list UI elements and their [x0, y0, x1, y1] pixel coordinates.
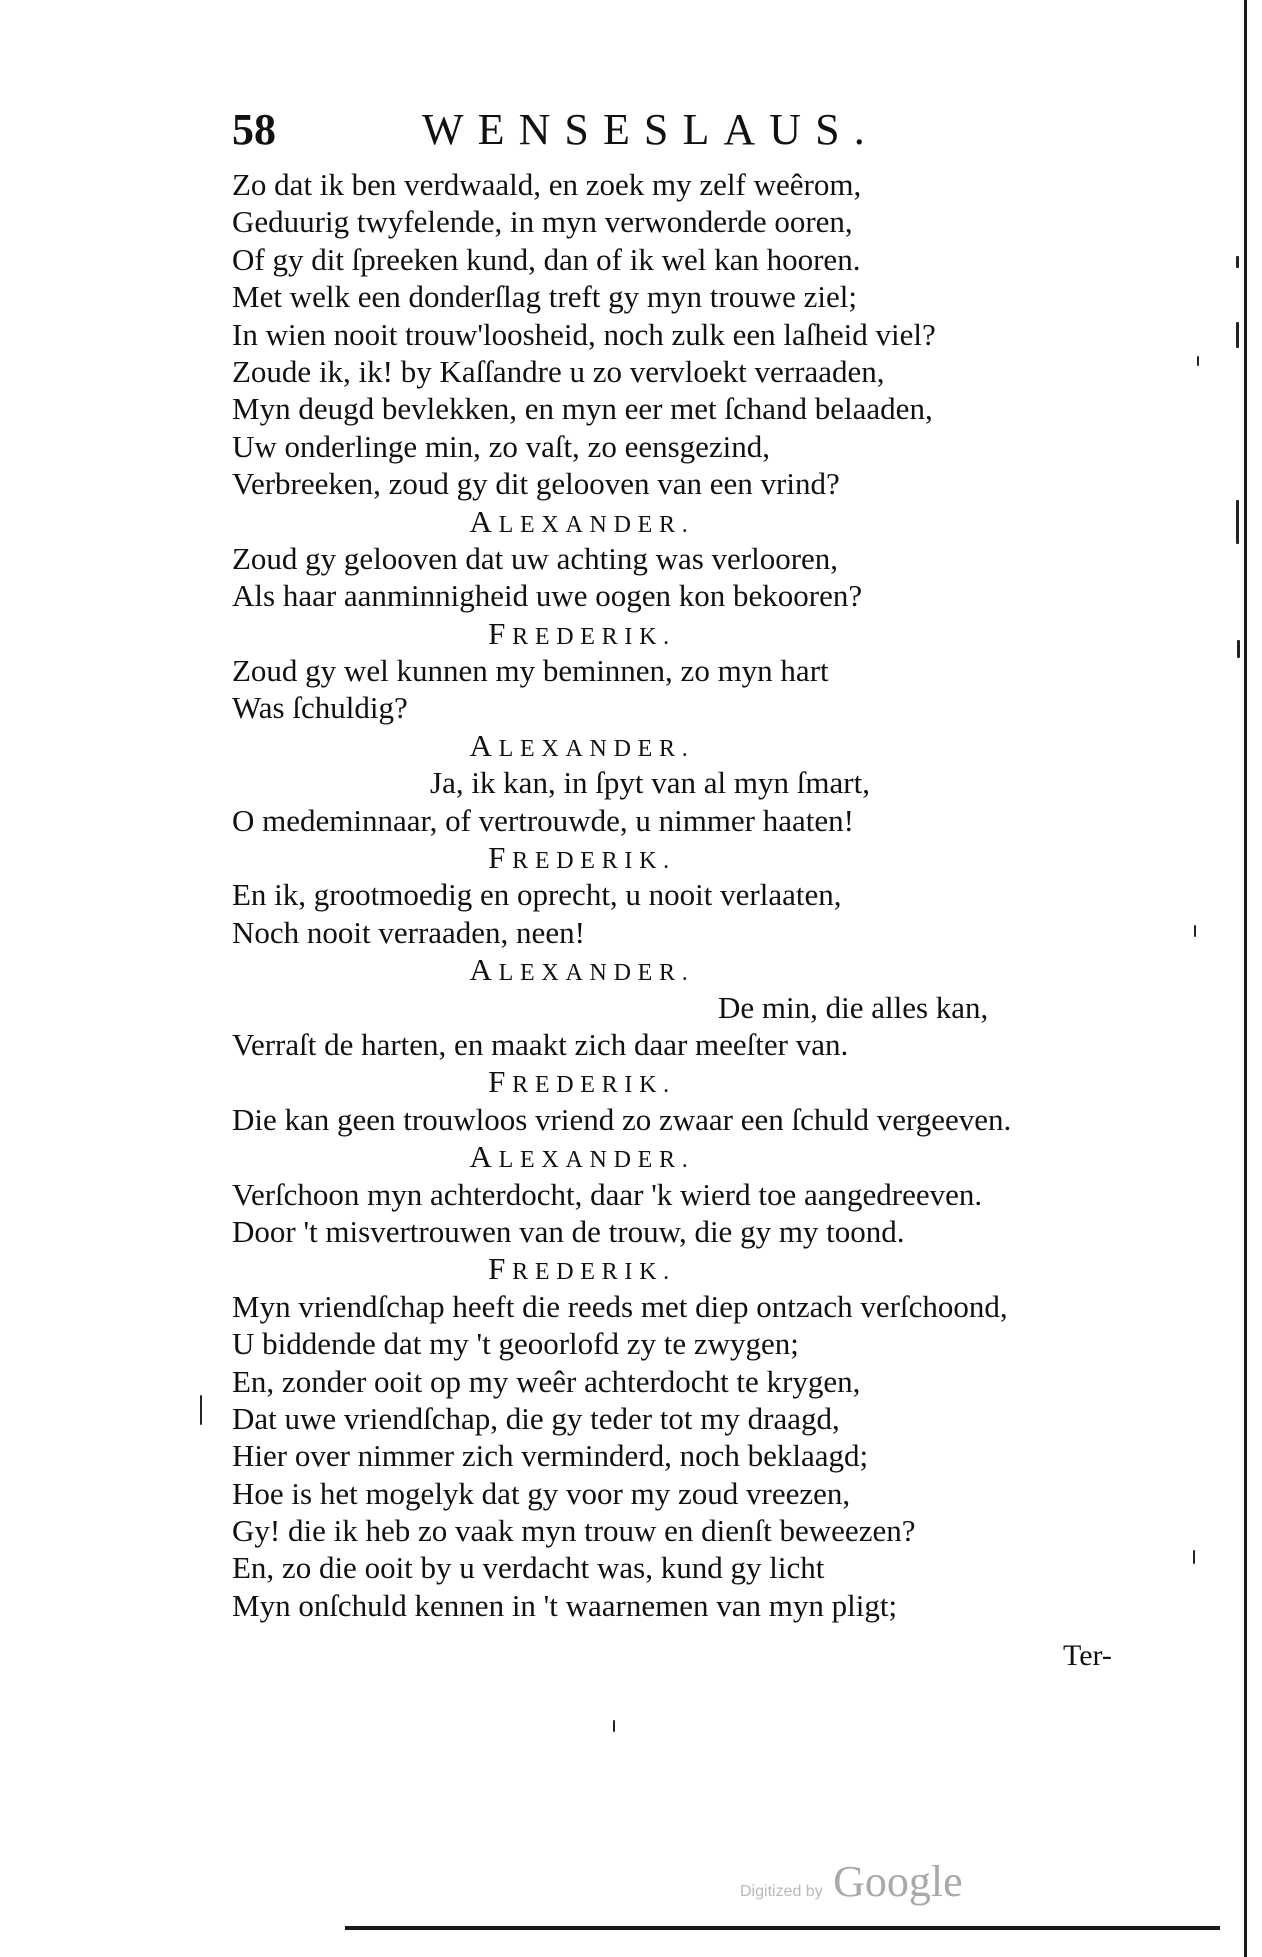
verse-line: Dat uwe vriendſchap, die gy teder tot my draagd, — [232, 1400, 840, 1436]
ink-speck — [1236, 256, 1239, 268]
verse-line: Door 't misvertrouwen van de trouw, die gy my toond. — [232, 1213, 905, 1249]
verse-line: Verſchoon myn achterdocht, daar 'k wierd toe aangedreeven. — [232, 1176, 983, 1212]
verse-line: Die kan geen trouwloos vriend zo zwaar een ſchuld vergeeven. — [232, 1101, 1012, 1137]
ink-speck — [1237, 640, 1240, 658]
verse-line: Hier over nimmer zich verminderd, noch beklaagd; — [232, 1438, 869, 1474]
speaker-name: FREDERIK. — [488, 1251, 676, 1287]
verse-line: Zoud gy gelooven dat uw achting was verlooren, — [232, 540, 839, 576]
verse-line: Gy! die ik heb zo vaak myn trouw en dienſt beweezen? — [232, 1513, 916, 1549]
verse-line: En, zo die ooit by u verdacht was, kund gy licht — [232, 1550, 825, 1586]
verse-line: Geduurig twyfelende, in myn verwonderde ooren, — [232, 204, 853, 240]
catchword: Ter- — [1063, 1639, 1112, 1672]
verse-line: U biddende dat my 't geoorlofd zy te zwygen; — [232, 1326, 799, 1362]
ink-speck — [200, 1395, 202, 1425]
verse-line: Uw onderlinge min, zo vaſt, zo eensgezind, — [232, 428, 771, 464]
verse-line: Myn deugd bevlekken, en myn eer met ſchand belaaden, — [232, 391, 933, 427]
speaker-name: FREDERIK. — [488, 1064, 676, 1100]
verse-line: Verbreeken, zoud gy dit gelooven van een vrind? — [232, 466, 840, 502]
ink-speck — [1236, 322, 1239, 348]
page-header — [232, 100, 992, 160]
verse-line: Noch nooit verraaden, neen! — [232, 914, 585, 950]
speaker-name: ALEXANDER. — [469, 503, 695, 539]
play-text — [232, 166, 1152, 1624]
verse-line: Myn vriendſchap heeft die reeds met diep ontzach verſchoond, — [232, 1288, 1008, 1324]
verse-line: Ja, ik kan, in ſpyt van al myn ſmart, — [430, 765, 870, 801]
verse-line: Was ſchuldig? — [232, 690, 408, 726]
verse-line: O medeminnaar, of vertrouwde, u nimmer haaten! — [232, 802, 854, 838]
ink-speck — [1236, 500, 1239, 544]
verse-line: En ik, grootmoedig en oprecht, u nooit verlaaten, — [232, 877, 842, 913]
verse-line: Myn onſchuld kennen in 't waarnemen van myn pligt; — [232, 1587, 898, 1623]
verse-line: Hoe is het mogelyk dat gy voor my zoud vreezen, — [232, 1475, 851, 1511]
speaker-name: FREDERIK. — [488, 615, 676, 651]
verse-line: Zo dat ik ben verdwaald, en zoek my zelf weêrom, — [232, 167, 862, 202]
speaker-name: ALEXANDER. — [469, 727, 695, 763]
verse-line: Zoude ik, ik! by Kaſſandre u zo vervloekt verraaden, — [232, 353, 885, 389]
speaker-name: ALEXANDER. — [469, 952, 695, 988]
ink-speck — [1193, 1550, 1195, 1564]
speaker-name: ALEXANDER. — [469, 1139, 695, 1175]
watermark-small-text: Digitized by — [740, 1883, 823, 1900]
ink-speck — [613, 1720, 615, 1732]
verse-line: In wien nooit trouw'loosheid, noch zulk een laſheid viel? — [232, 316, 936, 352]
verse-line: En, zonder ooit op my weêr achterdocht te krygen, — [232, 1363, 861, 1399]
running-title: WENSESLAUS. — [422, 105, 879, 154]
page-edge-shadow — [1244, 0, 1247, 1957]
speaker-name: FREDERIK. — [488, 840, 676, 876]
bottom-page-edge — [345, 1926, 1220, 1930]
verse-line: Of gy dit ſpreeken kund, dan of ik wel kan hooren. — [232, 241, 861, 277]
verse-line: Verraſt de harten, en maakt zich daar meeſter van. — [232, 1026, 849, 1062]
verse-line: Met welk een donderſlag treft gy myn trouwe ziel; — [232, 279, 857, 315]
ink-speck — [1197, 356, 1199, 366]
watermark-logo-text: Google — [833, 1857, 963, 1906]
verse-line: Zoud gy wel kunnen my beminnen, zo myn hart — [232, 653, 829, 689]
verse-line: Als haar aanminnigheid uwe oogen kon bekooren? — [232, 578, 863, 614]
verse-line: De min, die alles kan, — [718, 989, 989, 1025]
ink-speck — [1194, 925, 1196, 937]
digitization-watermark — [740, 1856, 963, 1907]
page-number: 58 — [232, 105, 276, 154]
